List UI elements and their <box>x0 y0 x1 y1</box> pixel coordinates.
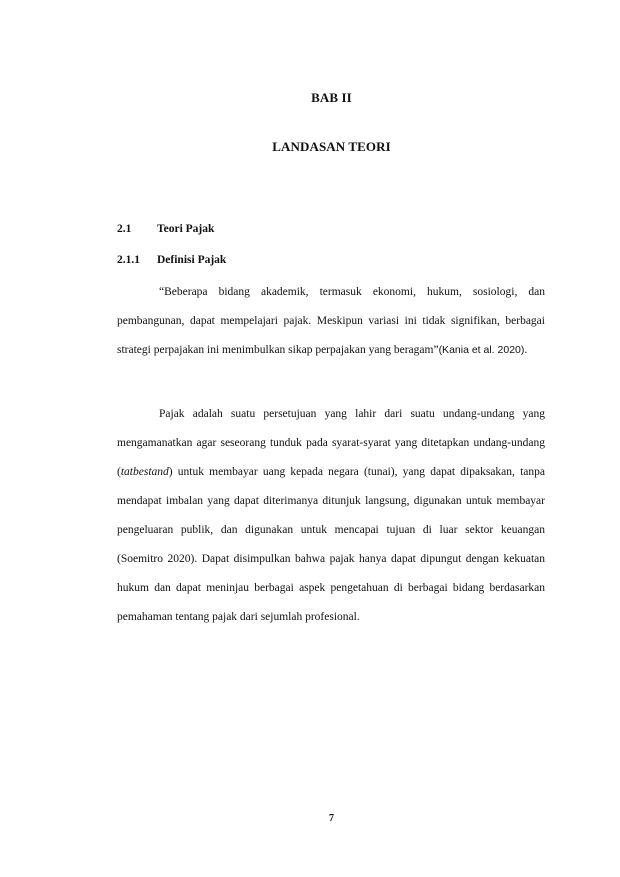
section-heading-2-1-1 <box>117 254 226 266</box>
paragraph-definition-text-after: ) untuk membayar uang kepada negara (tunai), yang dapat dipaksakan, tanpa mendapat imbalan yang dapat diterimanya ditunjuk langsung, digunakan untuk membayar pengeluaran publik, dan digunakan untuk mencapai tujuan di luar sektor keuangan (Soemitro 2020). Dapat disimpulkan bahwa pajak hanya dapat dipungut dengan kekuatan hukum dan dapat meninjau berbagai aspek pengetahuan di berbagai bidang berdasarkan pemahaman tentang pajak dari sejumlah profesional. <box>117 466 545 623</box>
page-number: 7 <box>329 813 334 824</box>
paragraph-definition-text-before: Pajak adalah suatu persetujuan yang lahir dari suatu undang-undang yang mengamanatkan agar seseorang tunduk pada syarat-syarat yang ditetapkan undang-undang ( <box>117 408 545 478</box>
chapter-title: LANDASAN TEORI <box>272 139 391 154</box>
italic-term: tatbestand <box>120 466 169 478</box>
subsection-number: 2.1.1 <box>117 254 140 266</box>
paragraph-definition <box>117 400 545 632</box>
section-heading-2-1 <box>117 223 214 235</box>
paragraph-quote <box>117 278 545 365</box>
citation: (Kania et al. 2020) <box>438 344 525 356</box>
chapter-number: BAB II <box>311 90 352 105</box>
section-number: 2.1 <box>117 223 132 235</box>
paragraph-quote-end: . <box>524 344 528 356</box>
paragraph-quote-text: “Beberapa bidang akademik, termasuk ekonomi, hukum, sosiologi, dan pembangunan, dapat mempelajari pajak. Meskipun variasi ini tidak signifikan, berbagai strategi perpajakan ini menimbulkan sikap perpajakan yang beragam” <box>117 286 545 356</box>
section-title: Teori Pajak <box>157 223 215 235</box>
subsection-title: Definisi Pajak <box>157 254 227 266</box>
